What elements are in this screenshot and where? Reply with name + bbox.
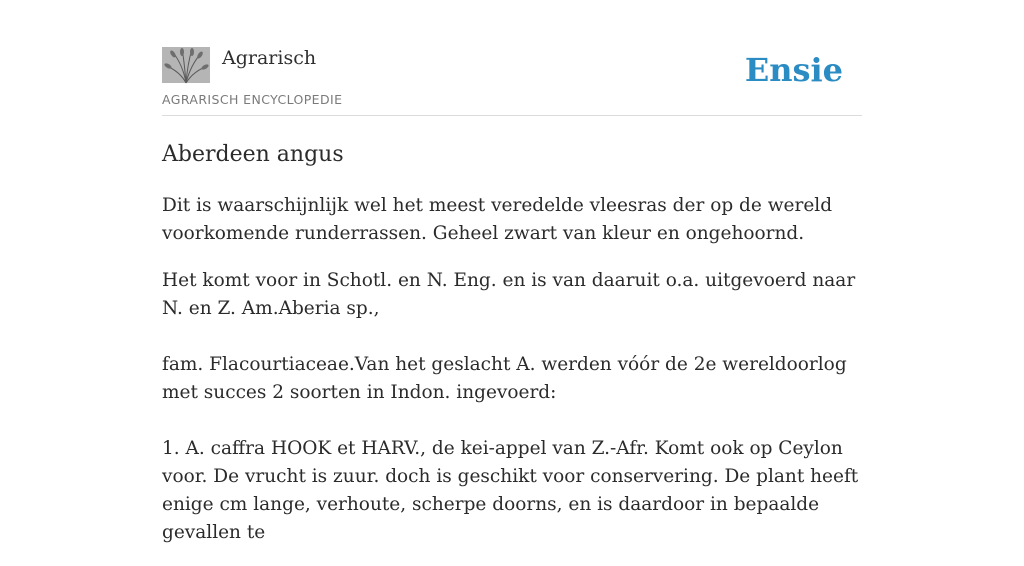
wheat-logo-icon[interactable]	[162, 47, 210, 83]
article-paragraph: fam. Flacourtiaceae.Van het geslacht A. werden vóór de 2e wereldoorlog met succes 2 soorten in Indon. ingevoerd:	[162, 354, 847, 403]
article-paragraph: Dit is waarschijnlijk wel het meest veredelde vleesras der op de wereld voorkomende runderrassen. Geheel zwart van kleur en ongehoornd.	[162, 195, 833, 244]
source-subtitle: AGRARISCH ENCYCLOPEDIE	[162, 92, 343, 107]
brand-logo[interactable]: Ensie	[744, 51, 843, 89]
article-paragraph: Het komt voor in Schotl. en N. Eng. en is van daaruit o.a. uitgevoerd naar N. en Z. Am.Aberia sp.,	[162, 270, 856, 319]
site-header	[162, 46, 862, 116]
source-name[interactable]: Agrarisch	[222, 47, 317, 69]
article-body	[162, 192, 867, 566]
article-title: Aberdeen angus	[162, 142, 344, 167]
article-paragraph: 1. A. caffra HOOK et HARV., de kei-appel van Z.-Afr. Komt ook op Ceylon voor. De vrucht is zuur. doch is geschikt voor conservering. De plant heeft enige cm lange, verhoute, scherpe doorns, en is daardoor in bepaalde gevallen te	[162, 438, 859, 543]
